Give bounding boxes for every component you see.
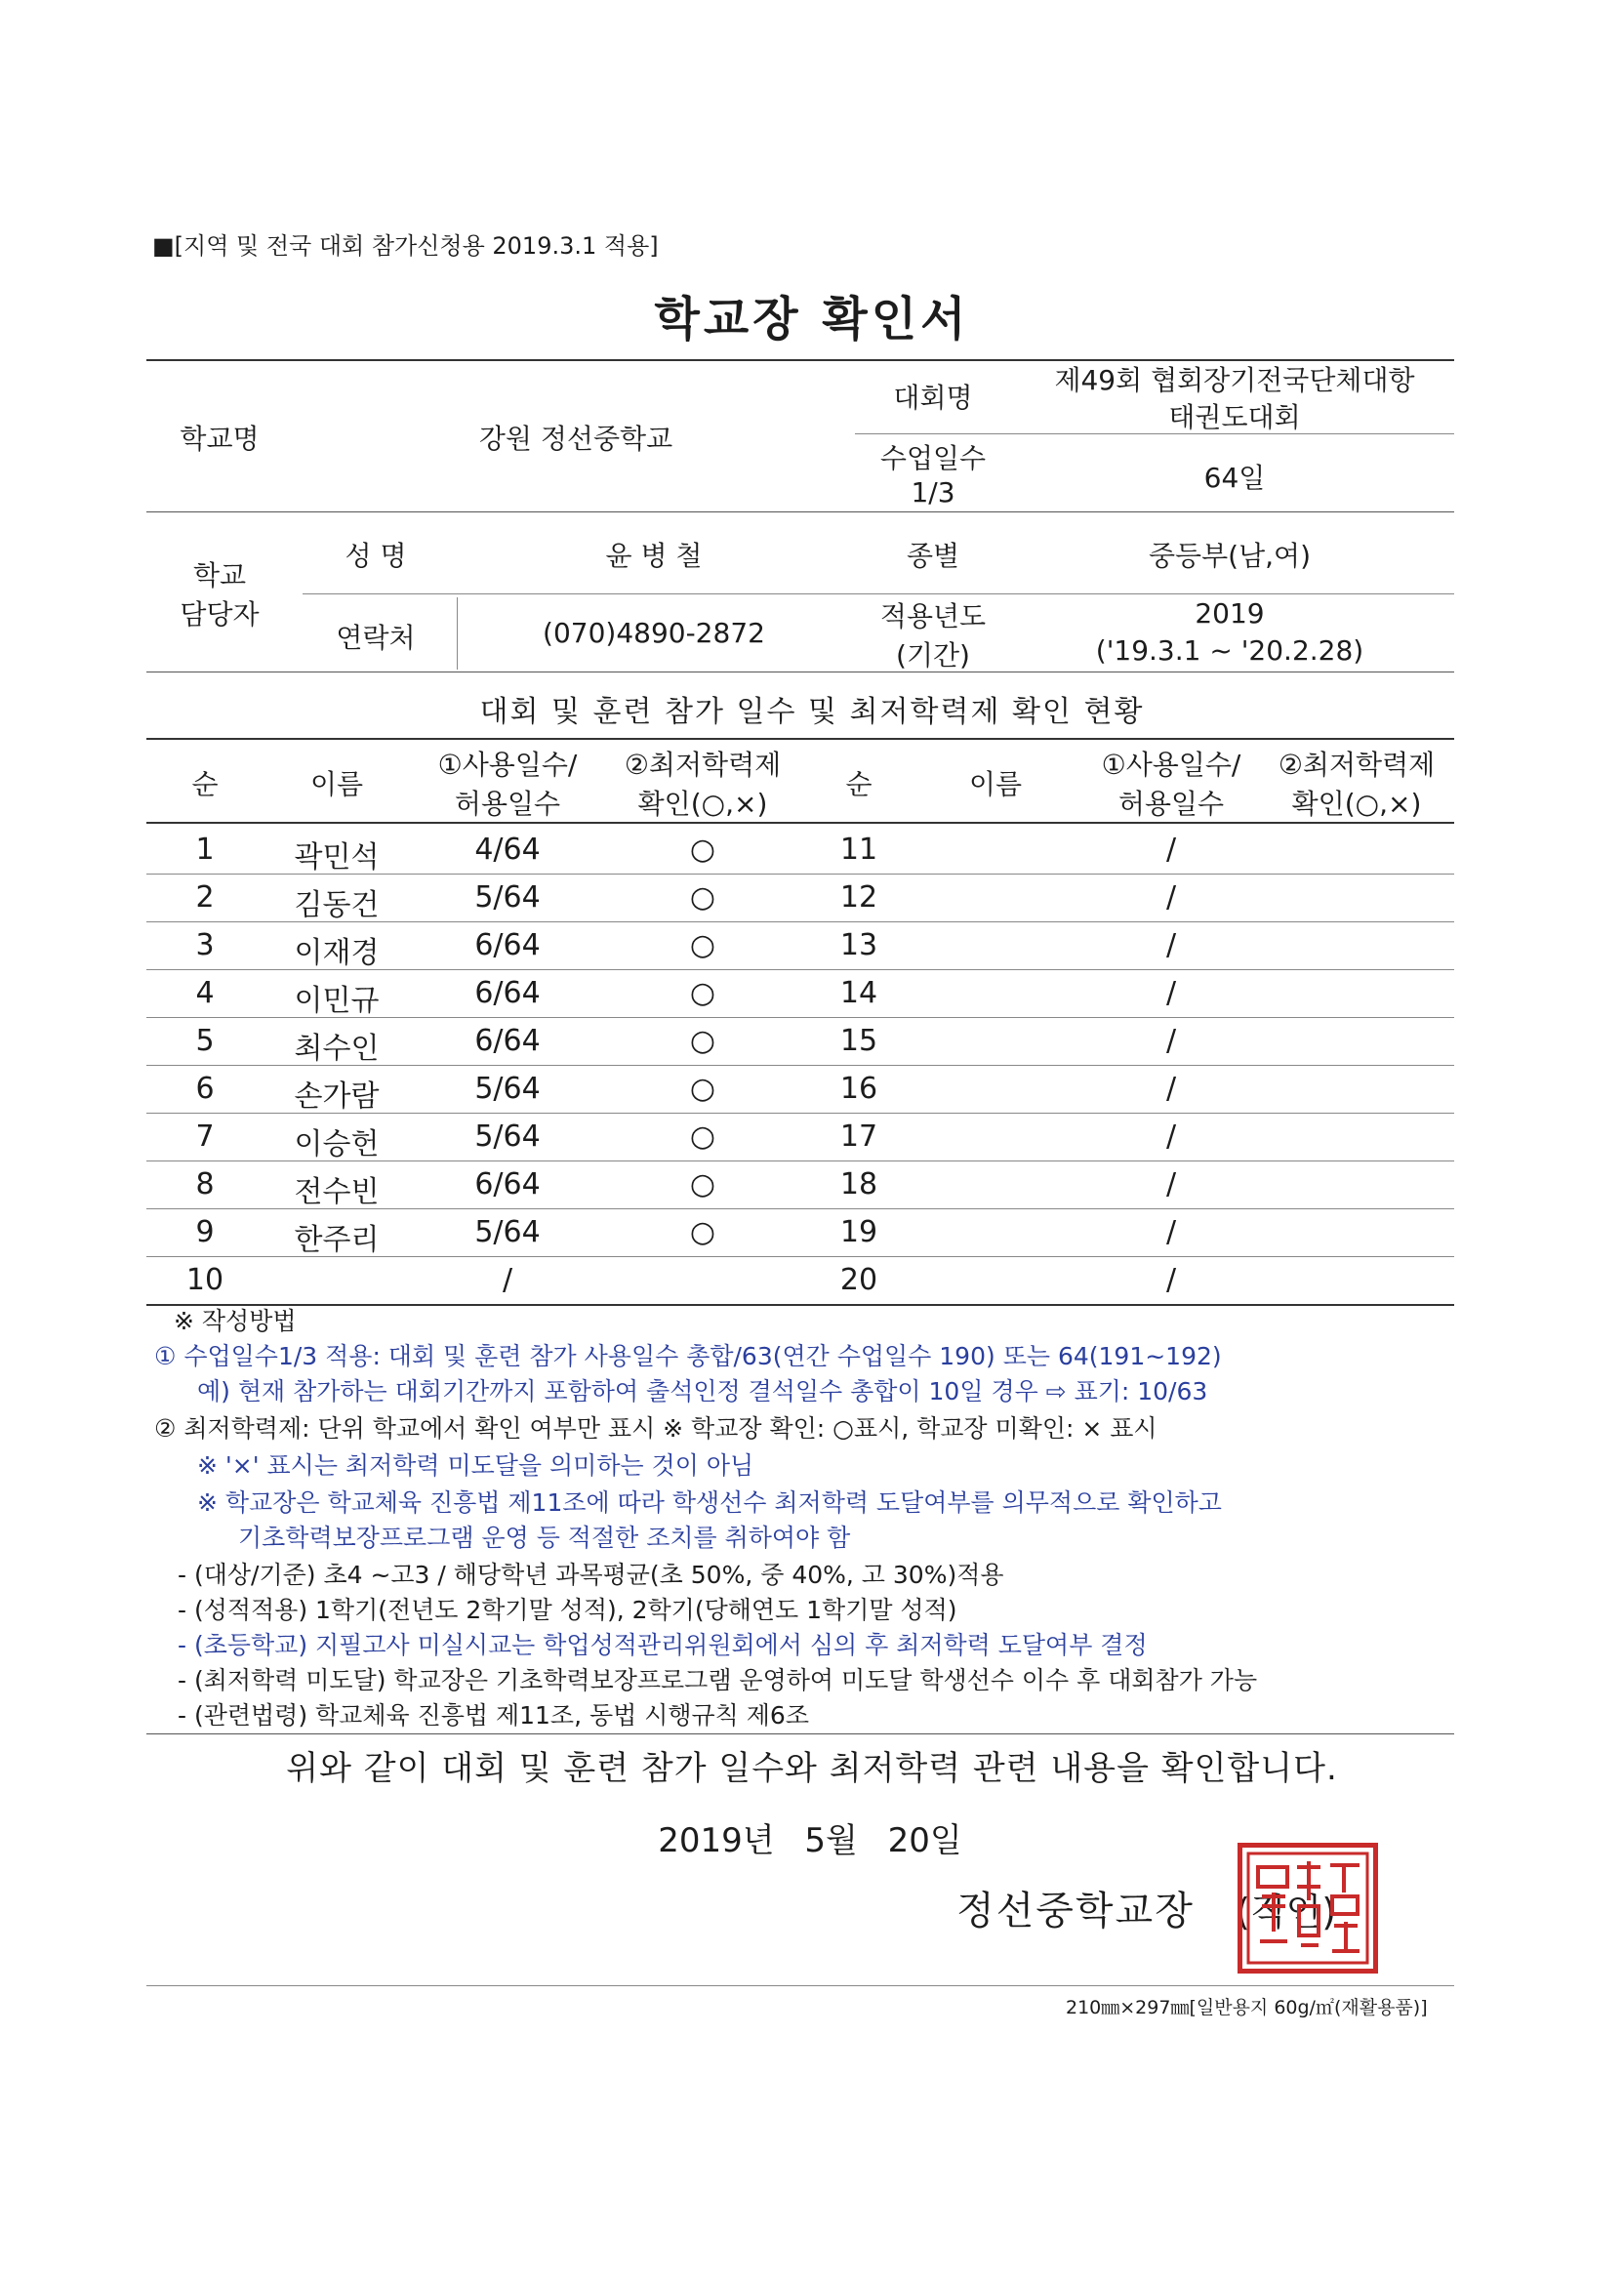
min-grade-check: ○ — [689, 833, 716, 867]
days-used: / — [1165, 1263, 1177, 1297]
athlete-name: 이승헌 — [294, 1127, 380, 1161]
year-value-line2: ('19.3.1 ~ '20.2.28) — [1095, 634, 1364, 667]
school-days-label-line2: 1/3 — [911, 476, 955, 509]
min-grade-check: ○ — [689, 976, 716, 1010]
days-used: / — [1165, 1072, 1177, 1106]
header-days-right-line1: ①사용일수/ — [1101, 749, 1241, 781]
row-number: 10 — [185, 1263, 224, 1297]
row-number: 17 — [839, 1120, 878, 1154]
row-number: 6 — [195, 1072, 215, 1106]
row-number: 4 — [195, 976, 215, 1010]
header-no-left: 순 — [191, 768, 219, 800]
row-divider — [146, 1113, 1454, 1114]
days-used: 5/64 — [474, 1215, 541, 1249]
days-used: / — [502, 1263, 513, 1297]
athlete-name: 곽민석 — [294, 840, 380, 875]
days-used: / — [1165, 928, 1177, 962]
days-used: / — [1165, 976, 1177, 1010]
row-number: 8 — [195, 1167, 215, 1201]
official-seal — [1238, 1843, 1378, 1974]
phone-label: 연락처 — [336, 622, 416, 654]
athlete-name: 이민규 — [294, 984, 380, 1018]
row-number: 7 — [195, 1120, 215, 1154]
row-number: 12 — [839, 880, 878, 915]
row-divider — [146, 1065, 1454, 1066]
school-days-value: 64일 — [1203, 462, 1266, 494]
event-value-line1: 제49회 협회장기전국단체대항 — [1054, 364, 1415, 396]
row-number: 1 — [195, 833, 215, 867]
contact-label-line1: 학교 — [192, 559, 247, 591]
note-2d: 기초학력보장프로그램 운영 등 적절한 조치를 취하여야 함 — [238, 1524, 851, 1552]
name-value: 윤 병 철 — [605, 540, 703, 572]
confirmation-statement: 위와 같이 대회 및 훈련 참가 일수와 최저학력 관련 내용을 확인합니다. — [286, 1749, 1338, 1788]
note-1a: ① 수업일수1/3 적용: 대회 및 훈련 참가 사용일수 총합/63(연간 수업일수 190) 또는 64(191~192) — [154, 1342, 1222, 1370]
school-value: 강원 정선중학교 — [478, 423, 673, 455]
row-number: 14 — [839, 976, 878, 1010]
year-label-line1: 적용년도 — [879, 600, 987, 632]
row-number: 3 — [195, 928, 215, 962]
min-grade-check: ○ — [689, 1215, 716, 1249]
min-grade-check: ○ — [689, 928, 716, 962]
detail-law: - (관련법령) 학교체육 진흥법 제11조, 동법 시행규칙 제6조 — [178, 1701, 809, 1730]
header-days-left-line1: ①사용일수/ — [437, 749, 578, 781]
days-used: / — [1165, 880, 1177, 915]
days-used: / — [1165, 1120, 1177, 1154]
min-grade-check: ○ — [689, 1167, 716, 1201]
contact-label-line2: 담당자 — [180, 598, 260, 631]
detail-elementary: - (초등학교) 지필고사 미실시교는 학업성적관리위원회에서 심의 후 최저학력 도달여부 결정 — [178, 1631, 1148, 1659]
athlete-name: 최수인 — [294, 1032, 380, 1066]
page-title: 학교장 확인서 — [654, 292, 970, 346]
row-number: 15 — [839, 1024, 878, 1058]
days-used: 5/64 — [474, 1072, 541, 1106]
category-label: 종별 — [906, 540, 960, 572]
header-no-right: 순 — [845, 768, 873, 800]
detail-not-reached: - (최저학력 미도달) 학교장은 기초학력보장프로그램 운영하여 미도달 학생선수 이수 후 대회참가 가능 — [178, 1666, 1258, 1694]
days-used: / — [1165, 1024, 1177, 1058]
days-used: 6/64 — [474, 1024, 541, 1058]
year-value-line1: 2019 — [1195, 597, 1265, 630]
year-label-line2: (기간) — [896, 639, 970, 672]
row-number: 2 — [195, 880, 215, 915]
days-used: / — [1165, 1167, 1177, 1201]
header-check-left-line2: 확인(○,×) — [637, 788, 768, 820]
row-number: 9 — [195, 1215, 215, 1249]
header-check-right-line2: 확인(○,×) — [1291, 788, 1422, 820]
row-divider — [146, 1256, 1454, 1257]
days-used: / — [1165, 833, 1177, 867]
row-number: 18 — [839, 1167, 878, 1201]
detail-grades: - (성적적용) 1학기(전년도 2학기말 성적), 2학기(당해연도 1학기말 성적) — [178, 1596, 957, 1624]
days-used: 4/64 — [474, 833, 541, 867]
days-used: / — [1165, 1215, 1177, 1249]
row-number: 16 — [839, 1072, 878, 1106]
row-divider — [146, 969, 1454, 970]
row-number: 20 — [839, 1263, 878, 1297]
row-divider — [146, 1160, 1454, 1161]
header-days-right-line2: 허용일수 — [1117, 788, 1225, 820]
name-label: 성 명 — [345, 540, 407, 572]
section-title: 대회 및 훈련 참가 일수 및 최저학력제 확인 현황 — [479, 695, 1145, 729]
days-used: 6/64 — [474, 928, 541, 962]
phone-value: (070)4890-2872 — [543, 617, 765, 649]
category-value: 중등부(남,여) — [1149, 540, 1311, 572]
days-used: 5/64 — [474, 880, 541, 915]
row-number: 19 — [839, 1215, 878, 1249]
min-grade-check: ○ — [689, 1120, 716, 1154]
row-divider — [146, 874, 1454, 875]
min-grade-check: ○ — [689, 880, 716, 915]
event-value-line2: 태권도대회 — [1168, 401, 1301, 433]
row-divider — [146, 921, 1454, 922]
header-days-left-line2: 허용일수 — [454, 788, 561, 820]
row-number: 5 — [195, 1024, 215, 1058]
header-name-left: 이름 — [309, 768, 364, 800]
athlete-name: 전수빈 — [294, 1175, 380, 1209]
days-used: 6/64 — [474, 976, 541, 1010]
days-used: 6/64 — [474, 1167, 541, 1201]
days-used: 5/64 — [474, 1120, 541, 1154]
athlete-name: 손가람 — [294, 1079, 380, 1114]
row-divider — [146, 1017, 1454, 1018]
detail-target: - (대상/기준) 초4 ~고3 / 해당학년 과목평균(초 50%, 중 40%, 고 30%)적용 — [178, 1561, 1004, 1589]
seal-stamp-icon — [1242, 1848, 1373, 1969]
row-number: 13 — [839, 928, 878, 962]
min-grade-check: ○ — [689, 1024, 716, 1058]
event-label: 대회명 — [893, 382, 973, 414]
row-number: 11 — [839, 833, 878, 867]
signer-title: 정선중학교장 — [956, 1889, 1195, 1934]
paper-size-footer: 210㎜×297㎜[일반용지 60g/㎡(재활용품)] — [1066, 1997, 1428, 2018]
header-name-right: 이름 — [968, 768, 1023, 800]
seal-caption: (직인) — [1236, 1891, 1337, 1934]
header-check-left-line1: ②최저학력제 — [624, 749, 782, 781]
athlete-name: 한주리 — [294, 1223, 380, 1257]
notes-heading: ※ 작성방법 — [174, 1307, 297, 1335]
header-check-right-line1: ②최저학력제 — [1278, 749, 1436, 781]
note-2c: ※ 학교장은 학교체육 진흥법 제11조에 따라 학생선수 최저학력 도달여부를 의무적으로 확인하고 — [197, 1488, 1222, 1517]
school-days-label-line1: 수업일수 — [879, 442, 987, 474]
form-header-note: ■[지역 및 전국 대회 참가신청용 2019.3.1 적용] — [152, 232, 659, 260]
row-divider — [146, 1304, 1454, 1306]
date: 2019년 5월 20일 — [658, 1821, 962, 1860]
note-2a: ② 최저학력제: 단위 학교에서 확인 여부만 표시 ※ 학교장 확인: ○표시, 학교장 미확인: × 표시 — [154, 1414, 1157, 1443]
note-1b: 예) 현재 참가하는 대회기간까지 포함하여 출석인정 결석일수 총합이 10일 경우 ⇨ 표기: 10/63 — [197, 1377, 1208, 1405]
athlete-name: 김동건 — [294, 888, 380, 922]
note-2b: ※ '×' 표시는 최저학력 미도달을 의미하는 것이 아님 — [197, 1451, 754, 1480]
row-divider — [146, 1208, 1454, 1209]
athlete-name: 이재경 — [294, 936, 380, 970]
school-label: 학교명 — [180, 423, 260, 455]
min-grade-check: ○ — [689, 1072, 716, 1106]
